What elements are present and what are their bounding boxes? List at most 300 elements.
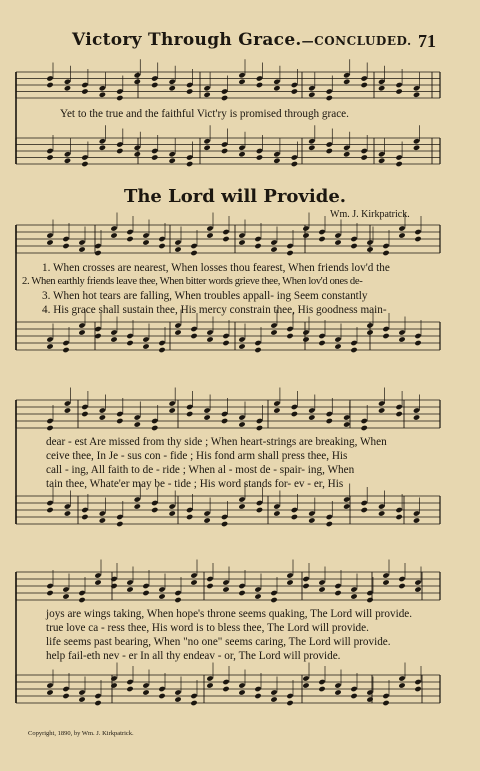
note-head [414, 333, 421, 339]
note-head [126, 229, 133, 235]
note-head [366, 696, 373, 702]
note-head [46, 583, 53, 589]
note-head [361, 500, 368, 506]
note-head [366, 597, 373, 603]
note-head [326, 88, 333, 94]
note-head [286, 572, 293, 578]
note-head [413, 85, 420, 91]
note-head [273, 158, 280, 164]
note-head [174, 322, 181, 328]
note-head [99, 92, 106, 98]
note-head [334, 590, 341, 596]
note-head [94, 579, 101, 585]
note-head [46, 82, 53, 88]
composer-credit: Wm. J. Kirkpatrick. [330, 209, 410, 220]
note-head [273, 85, 280, 91]
copyright-notice: Copyright, 1890, by Wm. J. Kirkpatrick. [28, 730, 134, 737]
note-head [395, 88, 402, 94]
note-head [206, 232, 213, 238]
note-head [414, 686, 421, 692]
note-head [398, 232, 405, 238]
note-head [414, 586, 421, 592]
note-head [81, 154, 88, 160]
note-head [238, 583, 245, 589]
note-head [64, 151, 71, 157]
note-head [78, 239, 85, 245]
verse-4-line-3: help fail-eth nev - er In all thy endeav - or, The Lord will provide. [46, 650, 341, 662]
note-head [62, 693, 69, 699]
note-head [169, 79, 176, 85]
note-head [270, 689, 277, 695]
note-head [186, 507, 193, 513]
note-head [366, 322, 373, 328]
note-head [151, 500, 158, 506]
note-head [256, 82, 263, 88]
note-head [116, 411, 123, 417]
note-head [221, 148, 228, 154]
note-head [203, 510, 210, 516]
note-head [318, 340, 325, 346]
note-head [126, 340, 133, 346]
note-head [414, 579, 421, 585]
note-head [291, 514, 298, 520]
note-head [186, 161, 193, 167]
note-head [308, 92, 315, 98]
note-head [116, 514, 123, 520]
note-head [326, 514, 333, 520]
note-head [142, 343, 149, 349]
page-number: 71 [418, 31, 436, 51]
note-head [395, 82, 402, 88]
note-head [186, 154, 193, 160]
note-head [151, 154, 158, 160]
note-head [395, 404, 402, 410]
note-head [414, 229, 421, 235]
note-head [62, 593, 69, 599]
note-head [254, 243, 261, 249]
note-head [110, 329, 117, 335]
note-head [326, 411, 333, 417]
note-head [126, 236, 133, 242]
note-head [366, 689, 373, 695]
note-head [308, 517, 315, 523]
note-head [94, 572, 101, 578]
note-head [99, 517, 106, 523]
note-head [222, 586, 229, 592]
note-head [78, 689, 85, 695]
note-head [203, 407, 210, 413]
note-head [302, 682, 309, 688]
note-head [382, 326, 389, 332]
note-head [81, 404, 88, 410]
note-head [238, 682, 245, 688]
note-head [413, 407, 420, 413]
note-head [302, 675, 309, 681]
note-head [291, 154, 298, 160]
note-head [334, 682, 341, 688]
note-head [256, 500, 263, 506]
note-head [361, 75, 368, 81]
note-head [238, 590, 245, 596]
note-head [308, 85, 315, 91]
note-head [378, 79, 385, 85]
note-head [350, 593, 357, 599]
verse-3-line-2: call - ing, All faith to de - ride ; When al - most de - spair- ing, When [46, 464, 355, 476]
note-head [134, 503, 141, 509]
note-head [398, 675, 405, 681]
note-head [190, 333, 197, 339]
note-head [308, 414, 315, 420]
note-head [378, 510, 385, 516]
note-head [291, 507, 298, 513]
note-head [110, 682, 117, 688]
note-head [110, 675, 117, 681]
note-head [256, 148, 263, 154]
note-head [318, 579, 325, 585]
note-head [134, 421, 141, 427]
note-head [343, 151, 350, 157]
note-head [318, 679, 325, 685]
note-head [221, 521, 228, 527]
note-head [81, 161, 88, 167]
note-head [222, 229, 229, 235]
note-head [382, 700, 389, 706]
note-head [64, 510, 71, 516]
verse-2-line-1: 2. When earthly friends leave thee, When bitter words grieve thee, When lov'd ones de- [22, 276, 363, 287]
note-head [174, 239, 181, 245]
note-head [62, 340, 69, 346]
note-head [254, 236, 261, 242]
note-head [350, 243, 357, 249]
note-head [350, 586, 357, 592]
note-head [361, 82, 368, 88]
note-head [203, 138, 210, 144]
note-head [413, 414, 420, 420]
note-head [134, 496, 141, 502]
note-head [110, 232, 117, 238]
note-head [413, 92, 420, 98]
note-head [308, 407, 315, 413]
note-head [378, 151, 385, 157]
note-head [238, 239, 245, 245]
note-head [270, 239, 277, 245]
note-head [190, 693, 197, 699]
note-head [366, 246, 373, 252]
note-head [206, 675, 213, 681]
note-head [286, 326, 293, 332]
note-head [62, 347, 69, 353]
note-head [222, 686, 229, 692]
note-head [382, 693, 389, 699]
note-head [222, 679, 229, 685]
note-head [151, 418, 158, 424]
note-head [78, 329, 85, 335]
note-head [286, 243, 293, 249]
note-head [413, 517, 420, 523]
hymn-title-previous: Victory Through Grace. [72, 30, 302, 50]
note-head [395, 411, 402, 417]
note-head [126, 586, 133, 592]
note-head [286, 700, 293, 706]
note-head [302, 232, 309, 238]
note-head [116, 88, 123, 94]
note-head [382, 333, 389, 339]
note-head [273, 151, 280, 157]
note-head [334, 583, 341, 589]
note-head [206, 576, 213, 582]
note-head [81, 514, 88, 520]
note-head [158, 593, 165, 599]
note-head [318, 586, 325, 592]
note-head [254, 340, 261, 346]
note-head [395, 507, 402, 513]
note-head [273, 400, 280, 406]
note-head [116, 95, 123, 101]
note-head [378, 503, 385, 509]
note-head [203, 414, 210, 420]
note-head [169, 151, 176, 157]
note-head [186, 411, 193, 417]
note-head [270, 246, 277, 252]
note-head [99, 145, 106, 151]
note-head [350, 340, 357, 346]
note-head [142, 682, 149, 688]
note-head [142, 689, 149, 695]
note-head [222, 236, 229, 242]
note-head [62, 236, 69, 242]
note-head [361, 418, 368, 424]
note-head [222, 579, 229, 585]
verse-3-line-1: 3. When hot tears are falling, When troubles appall- ing Seem constantly [42, 290, 368, 302]
note-head [62, 243, 69, 249]
note-head [151, 148, 158, 154]
note-head [382, 572, 389, 578]
note-head [302, 225, 309, 231]
note-head [270, 322, 277, 328]
note-head [302, 329, 309, 335]
note-head [361, 507, 368, 513]
note-head [78, 590, 85, 596]
note-head [46, 148, 53, 154]
note-head [158, 236, 165, 242]
note-head [378, 158, 385, 164]
note-head [116, 521, 123, 527]
note-head [334, 239, 341, 245]
note-head [186, 82, 193, 88]
note-head [270, 590, 277, 596]
verse-3-line-3: life seems past bearing, When "no one" seems caring, The Lord will provide. [46, 636, 391, 648]
concluded-label: —CONCLUDED. [301, 34, 412, 48]
note-head [270, 597, 277, 603]
note-head [151, 75, 158, 81]
note-head [81, 411, 88, 417]
note-head [254, 586, 261, 592]
note-head [94, 700, 101, 706]
note-head [206, 329, 213, 335]
note-head [142, 590, 149, 596]
note-head [414, 679, 421, 685]
verse-2-line-3: true love ca - ress thee, His word is to bless thee, The Lord will provide. [46, 622, 369, 634]
note-head [326, 521, 333, 527]
note-head [64, 158, 71, 164]
note-head [116, 148, 123, 154]
note-head [62, 686, 69, 692]
note-head [291, 88, 298, 94]
note-head [142, 232, 149, 238]
note-head [238, 689, 245, 695]
note-head [110, 583, 117, 589]
note-head [350, 236, 357, 242]
note-head [126, 686, 133, 692]
note-head [116, 141, 123, 147]
note-head [64, 85, 71, 91]
note-head [99, 138, 106, 144]
note-head [134, 414, 141, 420]
note-head [158, 693, 165, 699]
note-head [46, 689, 53, 695]
note-head [222, 333, 229, 339]
note-head [398, 336, 405, 342]
note-head [46, 232, 53, 238]
note-head [221, 418, 228, 424]
note-head [254, 347, 261, 353]
note-head [158, 347, 165, 353]
note-head [302, 583, 309, 589]
note-head [398, 682, 405, 688]
verse-1-line-1: 1. When crosses are nearest, When losses thou fearest, When friends lov'd the [42, 262, 390, 274]
note-head [256, 425, 263, 431]
note-head [273, 407, 280, 413]
note-head [64, 407, 71, 413]
note-head [343, 414, 350, 420]
note-head [334, 343, 341, 349]
note-head [378, 400, 385, 406]
note-head [186, 88, 193, 94]
note-head [318, 229, 325, 235]
note-head [270, 329, 277, 335]
note-head [326, 141, 333, 147]
note-head [414, 340, 421, 346]
note-head [350, 347, 357, 353]
note-head [174, 597, 181, 603]
note-head [126, 333, 133, 339]
note-head [134, 72, 141, 78]
note-head [395, 161, 402, 167]
note-head [378, 407, 385, 413]
note-head [46, 75, 53, 81]
note-head [343, 503, 350, 509]
note-head [398, 329, 405, 335]
note-head [190, 572, 197, 578]
note-head [203, 145, 210, 151]
note-head [158, 586, 165, 592]
note-head [286, 333, 293, 339]
note-head [222, 340, 229, 346]
note-head [190, 326, 197, 332]
note-head [395, 154, 402, 160]
note-head [382, 243, 389, 249]
note-head [273, 503, 280, 509]
note-head [46, 507, 53, 513]
verse-4-line-2: tain thee, Whate'er may be - tide ; His word stands for- ev - er, His [46, 478, 344, 490]
note-head [206, 225, 213, 231]
note-head [334, 232, 341, 238]
note-head [302, 576, 309, 582]
note-head [273, 79, 280, 85]
note-head [206, 336, 213, 342]
note-head [361, 154, 368, 160]
verse-1-line-2: dear - est Are missed from thy side ; When heart-strings are breaking, When [46, 436, 387, 448]
note-head [190, 700, 197, 706]
note-head [398, 225, 405, 231]
note-head [366, 329, 373, 335]
note-head [126, 579, 133, 585]
song-title: The Lord will Provide. [123, 186, 347, 207]
note-head [169, 503, 176, 509]
note-head [62, 586, 69, 592]
note-head [318, 686, 325, 692]
note-head [221, 514, 228, 520]
note-head [308, 145, 315, 151]
note-head [398, 576, 405, 582]
note-head [64, 400, 71, 406]
note-head [291, 411, 298, 417]
note-head [334, 336, 341, 342]
note-head [378, 85, 385, 91]
note-head [78, 696, 85, 702]
note-head [270, 696, 277, 702]
note-head [190, 250, 197, 256]
note-head [286, 693, 293, 699]
note-head [238, 79, 245, 85]
note-head [286, 579, 293, 585]
note-head [291, 82, 298, 88]
note-head [46, 418, 53, 424]
note-head [413, 138, 420, 144]
note-head [221, 95, 228, 101]
note-head [286, 250, 293, 256]
note-head [158, 340, 165, 346]
note-head [174, 696, 181, 702]
note-head [99, 85, 106, 91]
note-head [110, 576, 117, 582]
note-head [350, 686, 357, 692]
note-head [78, 322, 85, 328]
note-head [238, 343, 245, 349]
note-head [291, 404, 298, 410]
note-head [174, 590, 181, 596]
note-head [238, 145, 245, 151]
note-head [256, 154, 263, 160]
note-head [326, 148, 333, 154]
note-head [413, 510, 420, 516]
note-head [151, 507, 158, 513]
note-head [186, 404, 193, 410]
note-head [64, 79, 71, 85]
note-head [238, 496, 245, 502]
note-head [46, 336, 53, 342]
note-head [254, 686, 261, 692]
note-head [382, 579, 389, 585]
note-head [126, 679, 133, 685]
note-head [382, 250, 389, 256]
note-head [343, 145, 350, 151]
note-head [343, 72, 350, 78]
note-head [99, 510, 106, 516]
verse-4-line-1: 4. His grace shall sustain thee, His mercy constrain thee, His goodness main- [42, 304, 387, 316]
note-head [190, 243, 197, 249]
note-head [203, 92, 210, 98]
